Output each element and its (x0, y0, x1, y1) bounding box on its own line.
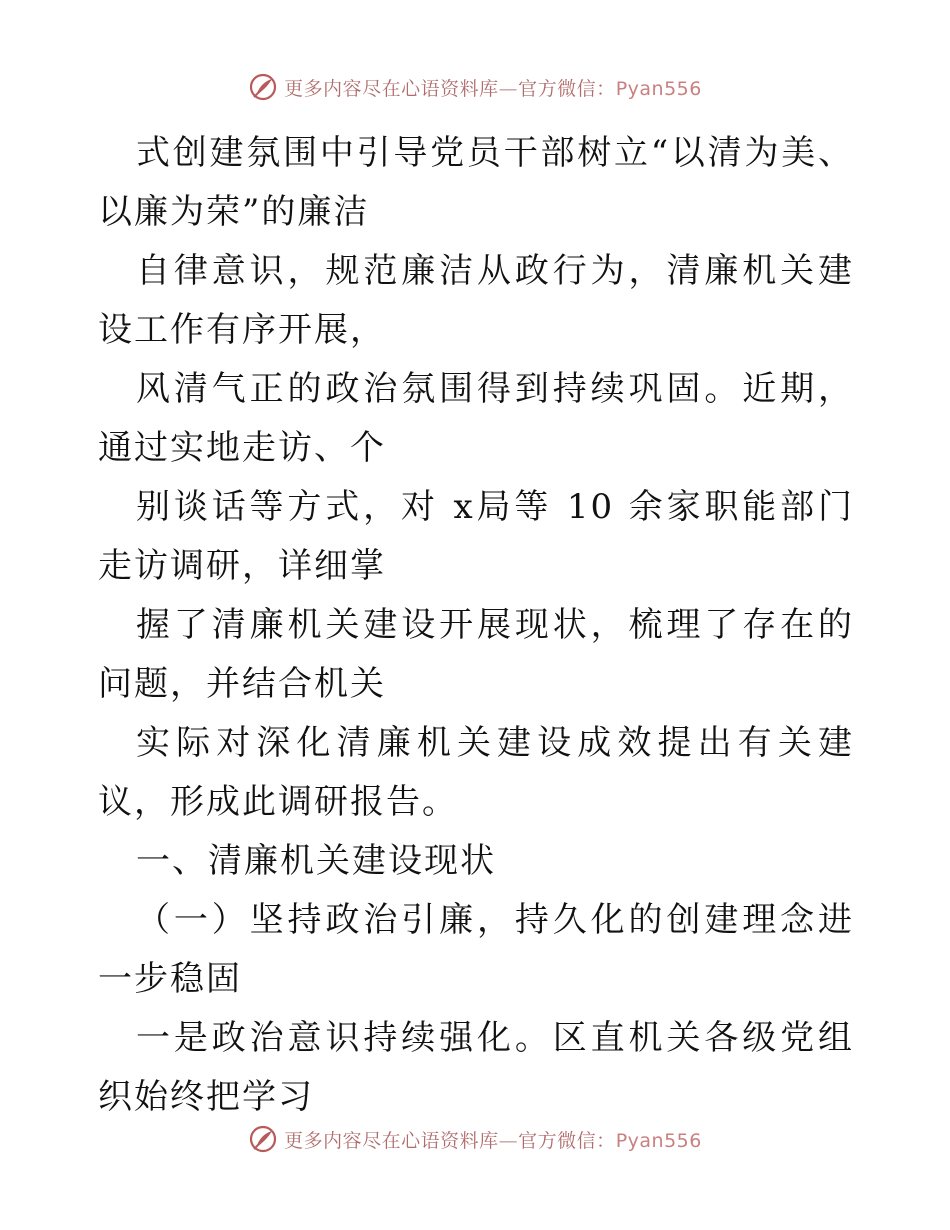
watermark-header (0, 72, 950, 102)
subsection-heading: （一）坚持政治引廉，持久化的创建理念进一步稳固 (98, 900, 854, 999)
watermark-text: 更多内容尽在心语资料库—官方微信：Pyan556 (284, 1129, 702, 1152)
paragraph: 自律意识，规范廉洁从政行为，清廉机关建设工作有序开展， (98, 251, 854, 350)
feather-pen-logo-icon (248, 1124, 278, 1154)
paragraph: 别谈话等方式，对 x局等 10 余家职能部门走访调研，详细掌 (98, 487, 854, 586)
paragraph: 实际对深化清廉机关建设成效提出有关建议，形成此调研报告。 (98, 723, 854, 822)
document-body (98, 124, 854, 1127)
paragraph: 一是政治意识持续强化。区直机关各级党组织始终把学习 (98, 1018, 854, 1117)
paragraph: 风清气正的政治氛围得到持续巩固。近期，通过实地走访、个 (98, 369, 854, 468)
watermark-text: 更多内容尽在心语资料库—官方微信：Pyan556 (284, 77, 702, 100)
section-heading: 一、清廉机关建设现状 (136, 841, 496, 881)
paragraph: 式创建氛围中引导党员干部树立“以清为美、以廉为荣”的廉洁 (98, 133, 854, 232)
feather-pen-logo-icon (248, 72, 278, 102)
watermark-footer (0, 1124, 950, 1154)
paragraph: 握了清廉机关建设开展现状，梳理了存在的问题，并结合机关 (98, 605, 854, 704)
